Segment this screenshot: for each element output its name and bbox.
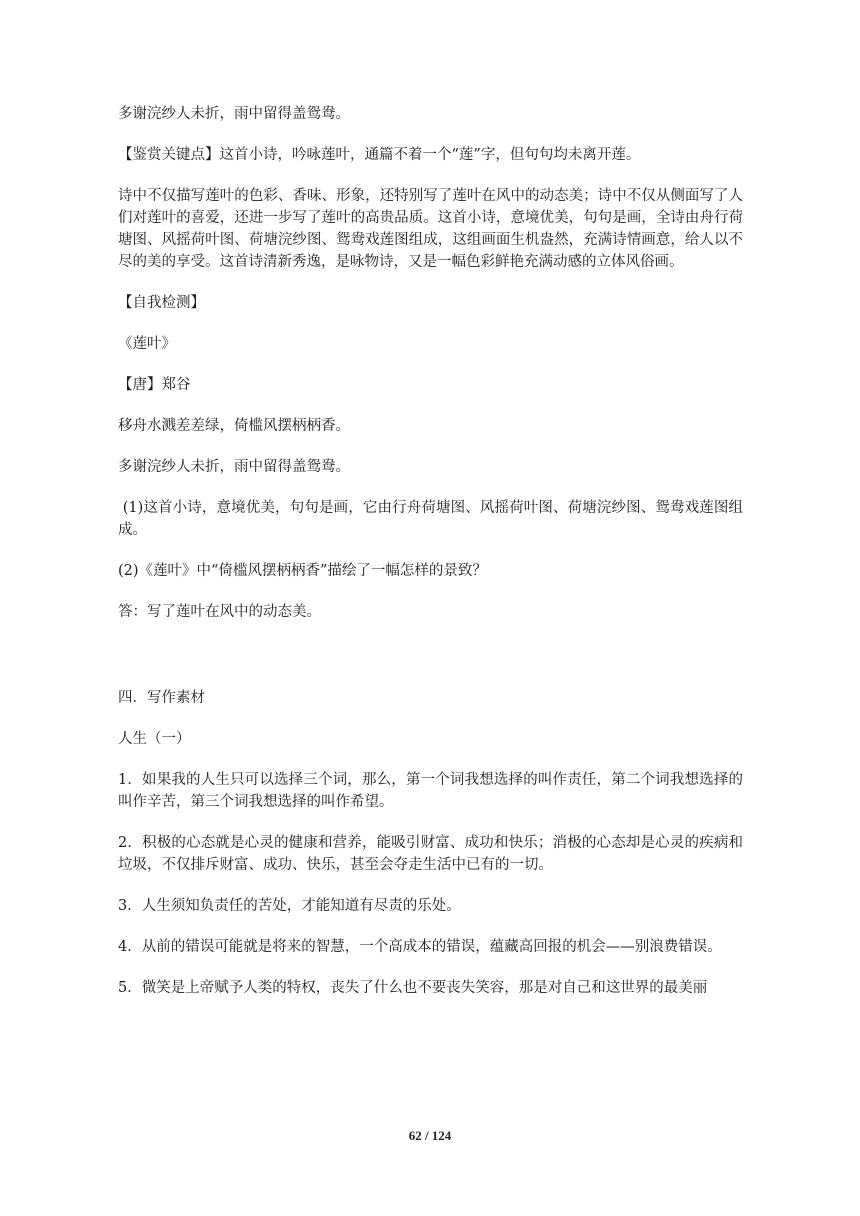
question: (1)这首小诗，意境优美，句句是画，它由行舟荷塘图、风摇荷叶图、荷塘浣纱图、鸳鸯戏莲图组成。 (118, 500, 744, 538)
section-heading: 【自我检测】 (118, 295, 205, 311)
list-item: 2．积极的心态就是心灵的健康和营养，能吸引财富、成功和快乐；消极的心态却是心灵的疾病和垃圾，不仅排斥财富、成功、快乐，甚至会夺走生活中已有的一切。 (118, 835, 743, 873)
paragraph: 多谢浣纱人未折，雨中留得盖鸳鸯。 (118, 106, 350, 122)
page-number: 62 / 124 (408, 1128, 452, 1143)
list-item: 1．如果我的人生只可以选择三个词，那么，第一个词我想选择的叫作责任，第二个词我想选择的叫作辛苦，第三个词我想选择的叫作希望。 (118, 772, 743, 810)
list-item: 5．微笑是上帝赋予人类的特权，丧失了什么也不要丧失笑容，那是对自己和这世界的最美丽 (118, 980, 708, 996)
list-item: 4．从前的错误可能就是将来的智慧，一个高成本的错误，蕴藏高回报的机会——别浪费错误。 (118, 939, 722, 955)
document-body (118, 103, 743, 1018)
list-item: 3．人生须知负责任的苦处，才能知道有尽责的乐处。 (118, 898, 461, 914)
blank-space (118, 642, 743, 687)
poem-line: 多谢浣纱人未折，雨中留得盖鸳鸯。 (118, 459, 350, 475)
poem-title: 《莲叶》 (118, 336, 176, 352)
poem-line: 移舟水溅差差绿，倚槛风摆柄柄香。 (118, 418, 350, 434)
paragraph: 诗中不仅描写莲叶的色彩、香味、形象，还特别写了莲叶在风中的动态美；诗中不仅从侧面写了人们对莲叶的喜爱，还进一步写了莲叶的高贵品质。这首小诗，意境优美，句句是画，全诗由舟行荷塘图、风摇荷叶图、荷塘浣纱图、鸳鸯戏莲图组成，这组画面生机盎然，充满诗情画意，给人以不尽的美的享受。这首诗清新秀逸，是咏物诗，又是一幅色彩鲜艳充满动感的立体风俗画。 (118, 188, 743, 270)
paragraph: 【鉴赏关键点】这首小诗，吟咏莲叶，通篇不着一个“莲”字，但句句均未离开莲。 (118, 147, 641, 163)
poem-author: 【唐】郑谷 (118, 377, 191, 393)
question: (2)《莲叶》中“倚槛风摆柄柄香”描绘了一幅怎样的景致？ (118, 563, 487, 579)
section-heading: 四．写作素材 (118, 690, 205, 706)
answer: 答：写了莲叶在风中的动态美。 (118, 604, 321, 620)
subsection-heading: 人生（一） (118, 731, 191, 747)
